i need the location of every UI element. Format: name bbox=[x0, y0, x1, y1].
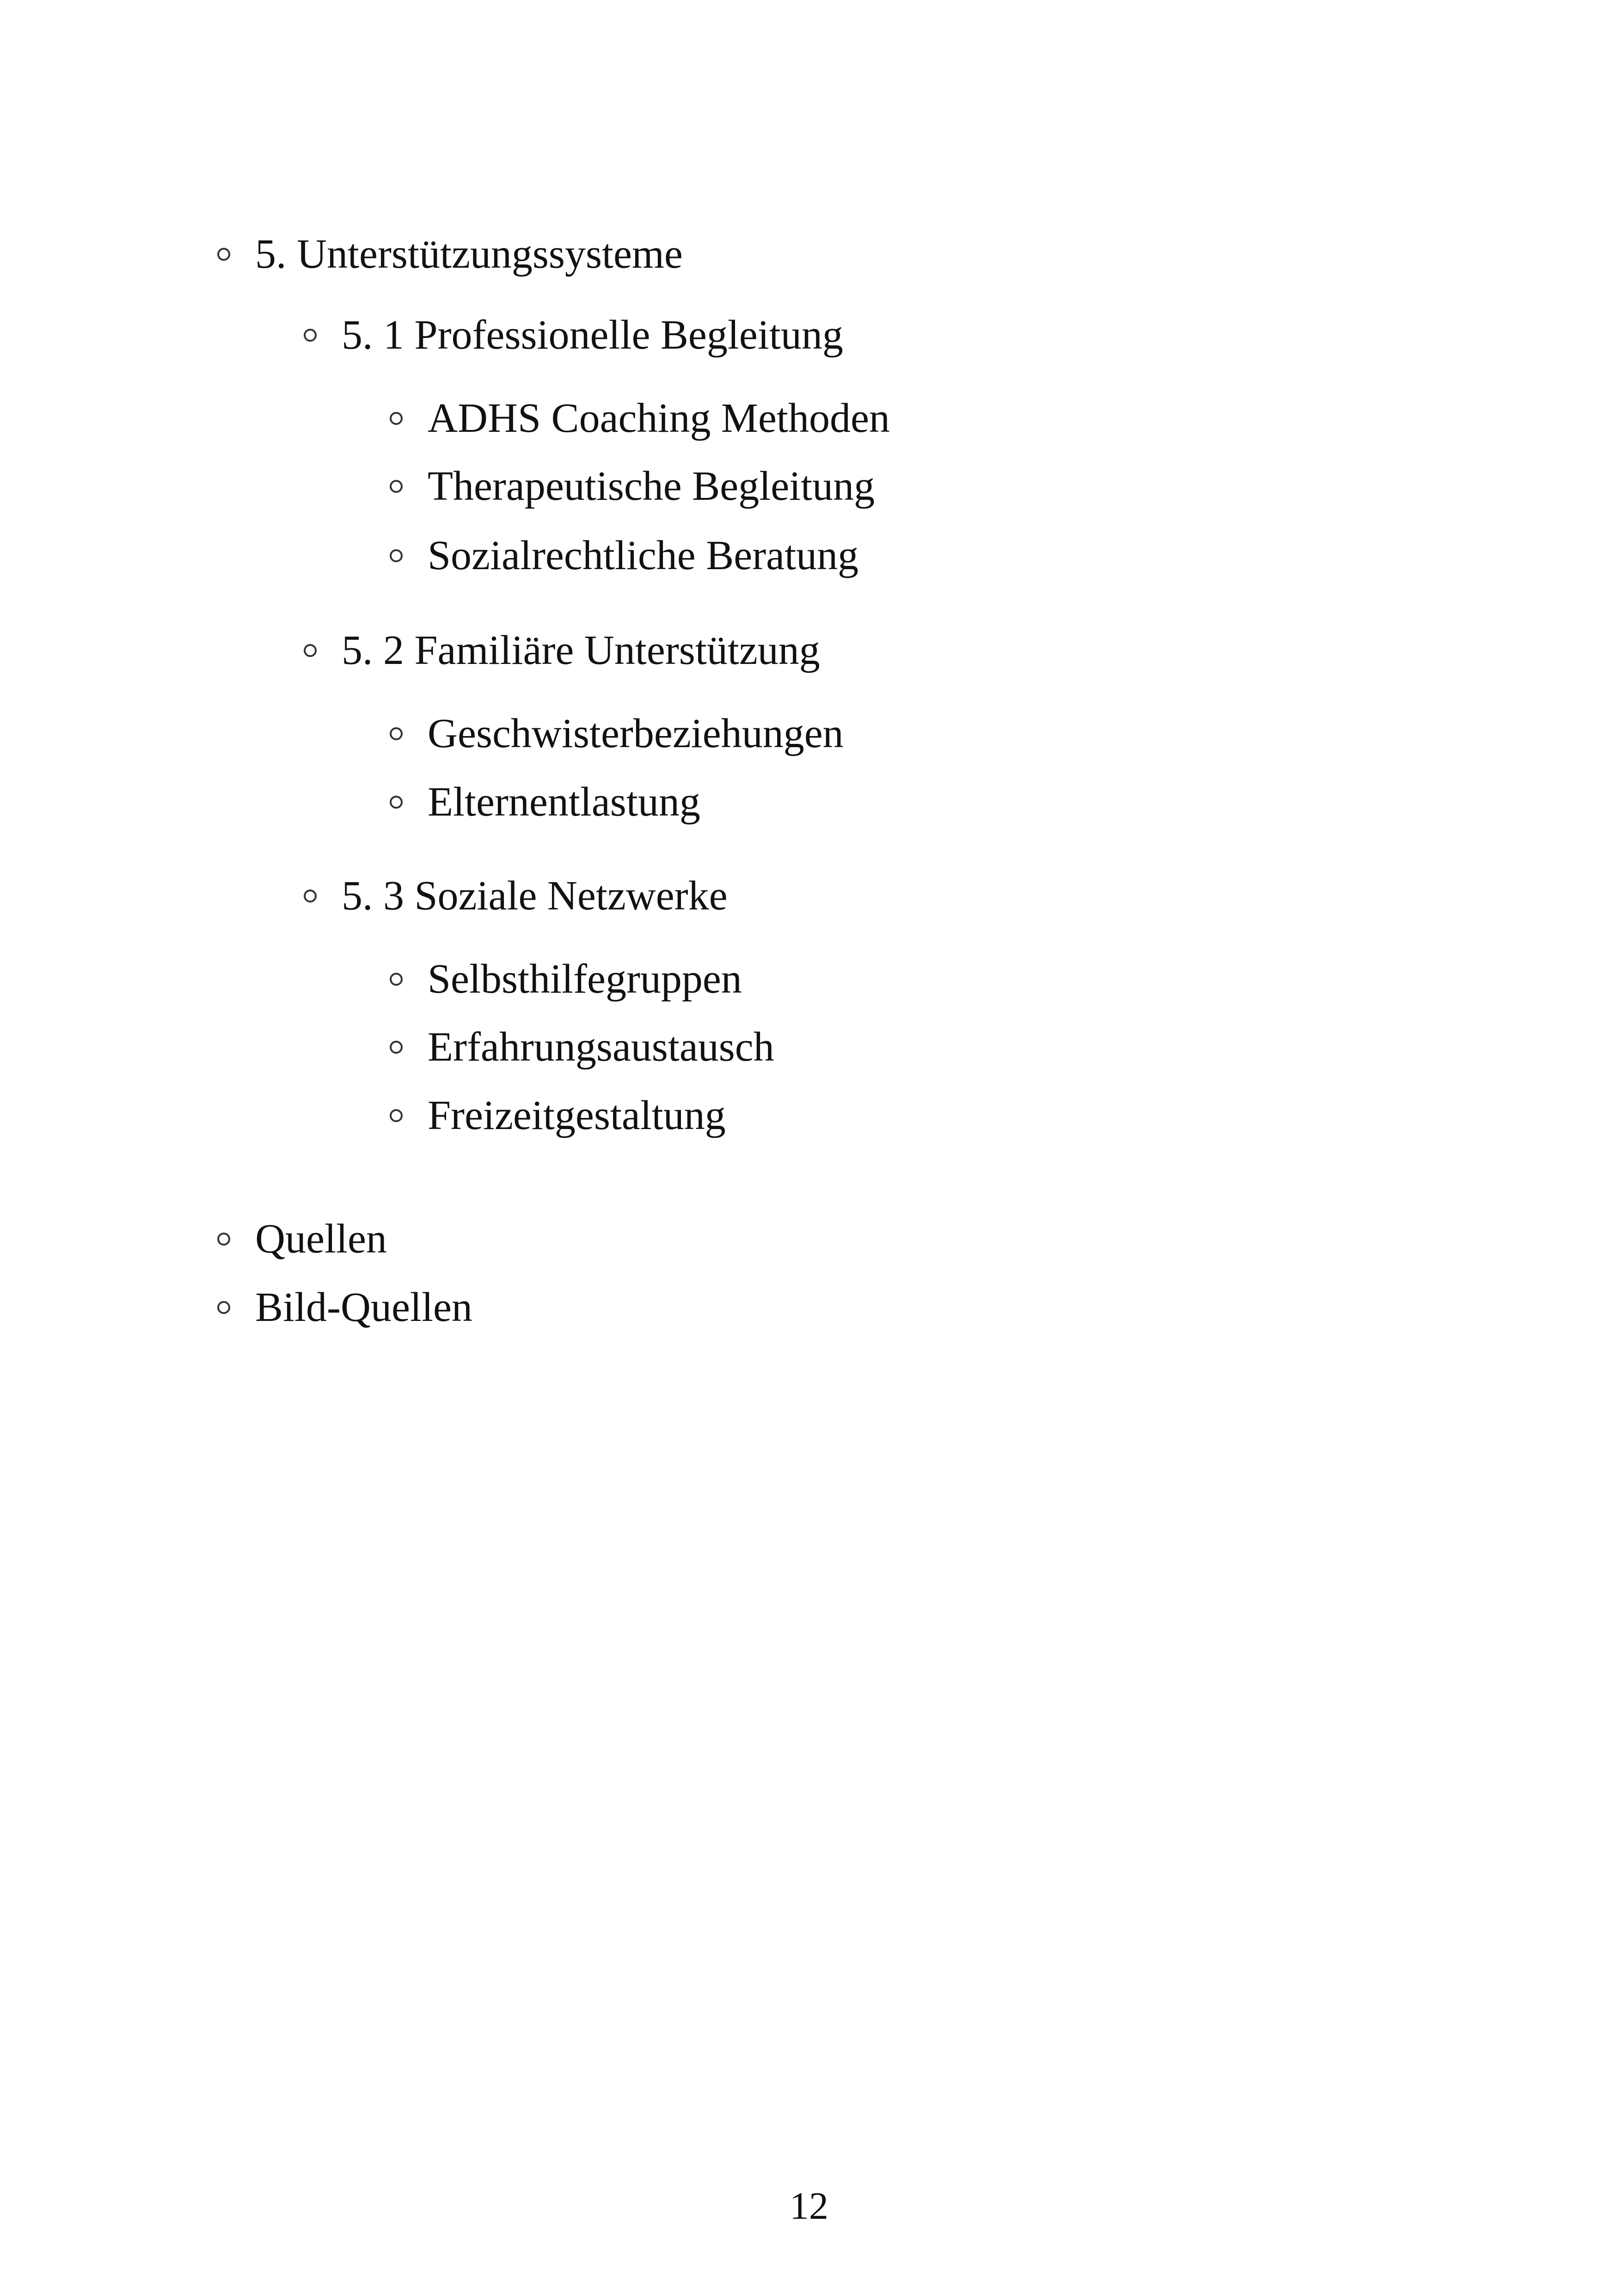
toc-item bbox=[390, 781, 700, 823]
circle-bullet-icon bbox=[217, 1301, 230, 1314]
toc-item-label: ADHS Coaching Methoden bbox=[428, 395, 890, 441]
toc-section-label: 5. Unterstützungssysteme bbox=[255, 231, 683, 277]
toc-item bbox=[390, 713, 844, 755]
circle-bullet-icon bbox=[390, 973, 403, 986]
circle-bullet-icon bbox=[390, 727, 403, 740]
toc-subsection-label: 5. 3 Soziale Netzwerke bbox=[342, 873, 728, 919]
toc-section-5 bbox=[217, 233, 683, 275]
toc-item bbox=[390, 1095, 726, 1136]
page-number: 12 bbox=[790, 2185, 828, 2228]
toc-item bbox=[390, 395, 890, 441]
toc-subsection-5-2 bbox=[304, 627, 820, 673]
circle-bullet-icon bbox=[390, 1041, 403, 1054]
circle-bullet-icon bbox=[390, 480, 403, 493]
toc-item-label: Erfahrungsaustausch bbox=[428, 1024, 774, 1070]
toc-item bbox=[390, 463, 875, 509]
toc-section-label: Bild-Quellen bbox=[255, 1284, 472, 1330]
toc-subsection-label: 5. 2 Familiäre Unterstützung bbox=[342, 627, 820, 673]
toc-item bbox=[390, 958, 742, 1000]
toc-item-label: Therapeutische Begleitung bbox=[428, 463, 875, 509]
toc-item bbox=[390, 1026, 774, 1068]
toc-section-sources bbox=[217, 1218, 387, 1260]
circle-bullet-icon bbox=[390, 549, 403, 562]
circle-bullet-icon bbox=[390, 1109, 403, 1122]
circle-bullet-icon bbox=[304, 329, 317, 342]
toc-item-label: Elternentlastung bbox=[428, 779, 700, 825]
toc-subsection-5-3 bbox=[304, 875, 728, 917]
toc-item-label: Freizeitgestaltung bbox=[428, 1093, 726, 1138]
toc-item-label: Geschwisterbeziehungen bbox=[428, 711, 844, 756]
circle-bullet-icon bbox=[304, 890, 317, 902]
toc-section-image-sources bbox=[217, 1284, 472, 1330]
circle-bullet-icon bbox=[217, 248, 230, 261]
toc-item-label: Sozialrechtliche Beratung bbox=[428, 533, 859, 578]
toc-item-label: Selbsthilfegruppen bbox=[428, 956, 742, 1002]
circle-bullet-icon bbox=[304, 644, 317, 657]
circle-bullet-icon bbox=[390, 412, 403, 425]
toc-subsection-label: 5. 1 Professionelle Begleitung bbox=[342, 312, 843, 358]
toc-section-label: Quellen bbox=[255, 1216, 387, 1262]
toc-item bbox=[390, 535, 858, 577]
circle-bullet-icon bbox=[217, 1233, 230, 1246]
circle-bullet-icon bbox=[390, 796, 403, 809]
toc-subsection-5-1 bbox=[304, 314, 843, 356]
